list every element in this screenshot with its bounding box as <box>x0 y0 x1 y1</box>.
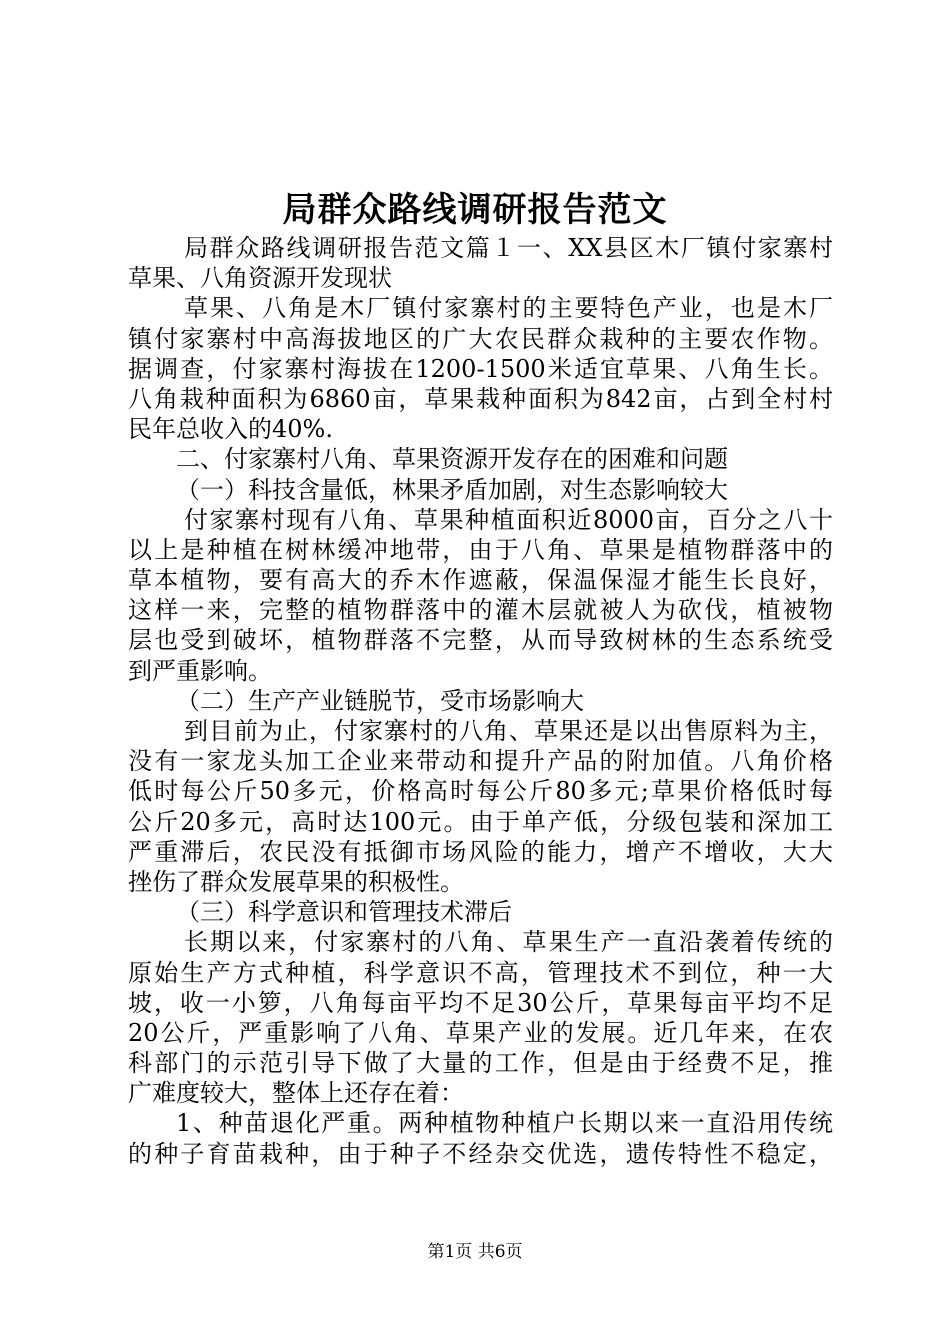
paragraph-line: 局群众路线调研报告范文篇１一、XX县区木厂镇付家寨村 <box>184 234 833 262</box>
paragraph-line: 1、种苗退化严重。两种植物种植户长期以来一直沿用传统 <box>176 1109 833 1138</box>
paragraph-line: 这样一来，完整的植物群落中的灌木层就被人为砍伐，植被物 <box>128 596 833 625</box>
section-heading: 二、付家寨村八角、草果资源开发存在的困难和问题 <box>176 445 728 474</box>
paragraph-line: 付家寨村现有八角、草果种植面积近8000亩，百分之八十 <box>184 505 833 534</box>
paragraph-line: 科部门的示范引导下做了大量的工作，但是由于经费不足，推 <box>128 1049 833 1078</box>
paragraph-line: 20公斤，严重影响了八角、草果产业的发展。近几年来，在农 <box>128 1018 833 1047</box>
page-number: 第1页 共6页 <box>427 1242 523 1262</box>
paragraph-line: 挫伤了群众发展草果的积极性。 <box>128 867 464 896</box>
paragraph-line: 镇付家寨村中高海拔地区的广大农民群众栽种的主要农作物。 <box>128 324 833 353</box>
paragraph-line: 八角栽种面积为6860亩，草果栽种面积为842亩，占到全村村 <box>128 384 833 413</box>
paragraph-line: 草果、八角是木厂镇付家寨村的主要特色产业，也是木厂 <box>184 294 833 323</box>
section-heading: （三）科学意识和管理技术滞后 <box>176 898 512 927</box>
section-heading: （二）生产产业链脱节，受市场影响大 <box>176 686 584 715</box>
document-title: 局群众路线调研报告范文 <box>282 190 668 230</box>
paragraph-line: 草果、八角资源开发现状 <box>128 264 392 293</box>
paragraph-line: 低时每公斤50多元，价格高时每公斤80多元;草果价格低时每 <box>128 777 833 806</box>
section-heading: （一）科技含量低，林果矛盾加剧，对生态影响较大 <box>176 475 728 504</box>
paragraph-line: 到目前为止，付家寨村的八角、草果还是以出售原料为主， <box>184 717 833 745</box>
paragraph-line: 广难度较大，整体上还存在着： <box>128 1079 464 1108</box>
paragraph-line: 到严重影响。 <box>128 656 272 685</box>
paragraph-line: 民年总收入的40%. <box>128 415 333 444</box>
paragraph-line: 严重滞后，农民没有抵御市场风险的能力，增产不增收，大大 <box>128 837 833 866</box>
paragraph-line: 层也受到破坏，植物群落不完整，从而导致树林的生态系统受 <box>128 626 833 655</box>
paragraph-line: 公斤20多元，高时达100元。由于单产低，分级包装和深加工 <box>128 807 833 836</box>
paragraph-line: 据调查，付家寨村海拔在1200-1500米适宜草果、八角生长。 <box>128 354 833 383</box>
paragraph-line: 原始生产方式种植，科学意识不高，管理技术不到位，种一大 <box>128 958 833 987</box>
paragraph-line: 长期以来，付家寨村的八角、草果生产一直沿袭着传统的 <box>184 928 833 957</box>
document-body <box>128 233 833 1169</box>
paragraph-line: 没有一家龙头加工企业来带动和提升产品的附加值。八角价格 <box>128 747 833 776</box>
paragraph-line: 以上是种植在树林缓冲地带，由于八角、草果是植物群落中的 <box>128 535 833 564</box>
paragraph-line: 草本植物，要有高大的乔木作遮蔽，保温保湿才能生长良好， <box>128 566 833 595</box>
paragraph-line: 的种子育苗栽种，由于种子不经杂交优选，遗传特性不稳定， <box>128 1139 833 1168</box>
paragraph-line: 坡，收一小箩，八角每亩平均不足30公斤，草果每亩平均不足 <box>128 988 833 1017</box>
